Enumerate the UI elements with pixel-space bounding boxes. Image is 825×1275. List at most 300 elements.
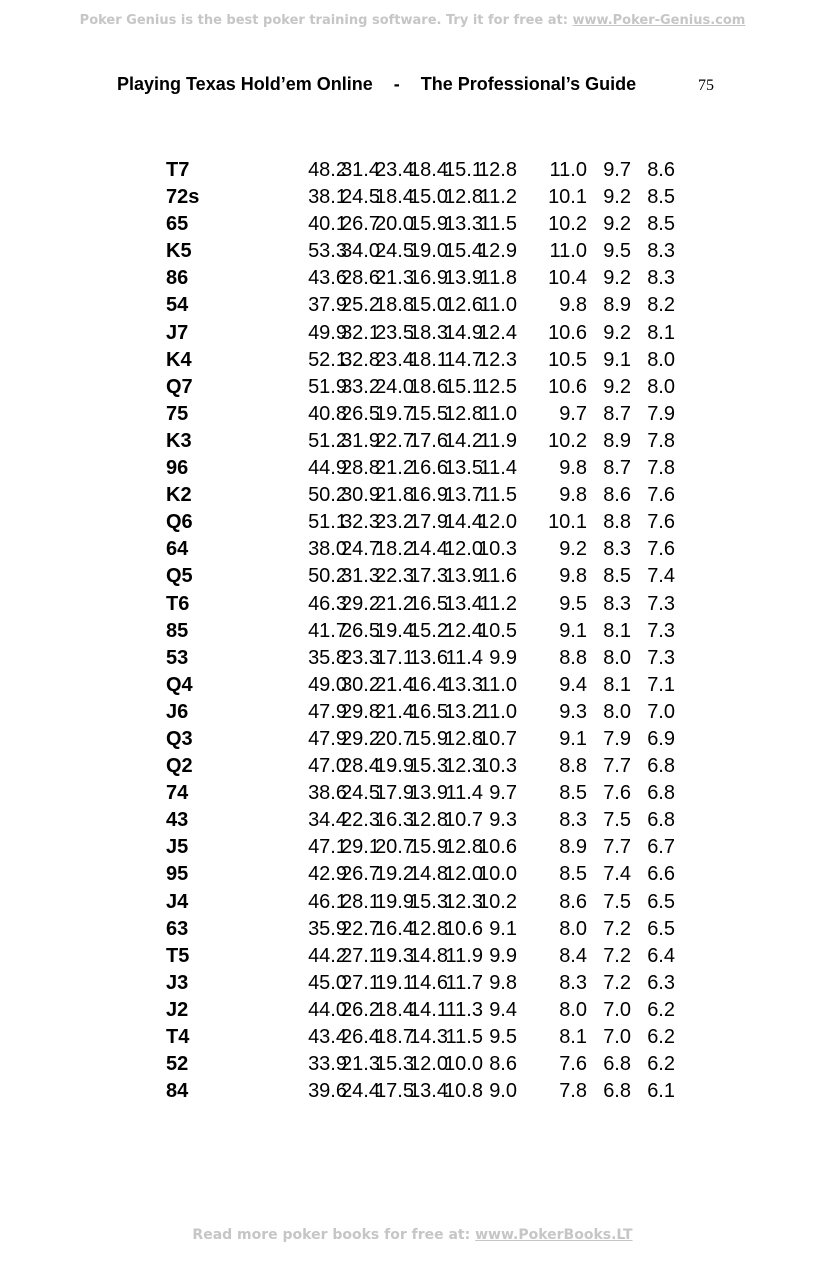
odds-value: 24.5 [341,782,380,805]
odds-value: 26.5 [341,619,380,642]
table-row [166,265,686,292]
odds-value: 9.1 [559,619,587,642]
odds-value: 8.6 [647,159,675,181]
odds-value: 27.1 [341,971,380,994]
odds-value: 17.9 [409,511,448,534]
odds-value: 45.0 [308,971,347,994]
table-row [166,455,686,482]
hand-label: Q5 [166,565,193,588]
odds-value: 26.5 [341,402,380,425]
odds-value: 9.7 [489,782,517,805]
odds-value: 12.9 [478,240,517,263]
odds-value: 10.6 [478,836,517,859]
odds-value: 9.2 [603,321,631,344]
hand-label: J5 [166,836,189,859]
odds-value: 9.4 [559,673,587,696]
odds-value: 28.4 [341,755,380,778]
odds-value: 7.2 [603,917,631,940]
odds-value: 31.9 [341,429,380,452]
odds-value: 18.1 [409,348,448,371]
odds-value: 21.4 [375,700,414,723]
odds-value: 7.9 [647,402,675,425]
book-title: Playing Texas Hold’em Online [117,74,373,94]
odds-value: 10.5 [478,619,517,642]
odds-value: 22.3 [375,565,414,588]
odds-value: 26.7 [341,863,380,886]
odds-value: 46.1 [308,890,347,913]
odds-value: 6.8 [647,755,675,778]
odds-value: 7.0 [603,1026,631,1048]
odds-value: 20.7 [375,727,414,750]
odds-value: 8.5 [647,213,675,236]
odds-value: 34.0 [341,240,380,263]
odds-value: 8.9 [603,294,631,317]
odds-value: 16.5 [409,592,448,615]
odds-value: 7.4 [603,863,631,886]
odds-value: 51.9 [308,375,347,398]
table-row [166,618,686,645]
odds-value: 9.3 [489,809,517,832]
odds-value: 9.8 [559,565,587,588]
bottom-banner-text: Read more poker books for free at: [192,1227,476,1243]
odds-value: 49.0 [308,673,347,696]
odds-value: 9.5 [603,240,631,263]
odds-value: 6.9 [647,727,675,750]
hand-label: 86 [166,267,189,290]
odds-value: 8.1 [603,619,631,642]
odds-value: 29.8 [341,700,380,723]
odds-value: 50.2 [308,484,347,507]
hand-label: Q7 [166,375,193,398]
odds-value: 10.1 [548,186,587,209]
odds-value: 11.0 [479,294,517,317]
odds-value: 9.2 [603,267,631,290]
odds-value: 8.6 [489,1053,517,1076]
hand-label: 63 [166,917,189,940]
odds-value: 16.4 [375,917,414,940]
odds-value: 44.2 [308,944,347,967]
odds-value: 8.2 [647,294,675,317]
odds-value: 8.8 [559,646,587,669]
top-banner-text: Poker Genius is the best poker training software. Try it for free at: [79,13,573,28]
odds-value: 10.2 [548,429,587,452]
odds-value: 51.1 [308,511,347,534]
odds-value: 47.1 [308,836,347,859]
odds-value: 21.8 [375,484,414,507]
odds-value: 53.3 [308,240,347,263]
odds-value: 9.2 [559,538,587,561]
odds-value: 21.3 [341,1053,380,1076]
odds-value: 15.3 [409,890,448,913]
hand-odds-table [166,157,686,1105]
odds-value: 47.0 [308,755,347,778]
odds-value: 14.4 [409,538,448,561]
odds-value: 46.3 [308,592,347,615]
odds-value: 37.9 [308,294,347,317]
odds-value: 8.5 [559,863,587,886]
odds-value: 18.6 [409,375,448,398]
odds-value: 10.8 [444,1080,483,1103]
header-separator: - [393,74,400,94]
table-row [166,563,686,590]
odds-value: 8.5 [647,186,675,209]
odds-value: 12.8 [409,809,448,832]
table-row [166,374,686,401]
odds-value: 42.9 [308,863,347,886]
odds-value: 11.5 [479,484,517,507]
table-row [166,889,686,916]
odds-value: 16.9 [409,267,448,290]
odds-value: 11.4 [479,457,517,480]
odds-value: 10.6 [548,375,587,398]
hand-label: T5 [166,944,190,967]
odds-value: 9.4 [489,998,517,1021]
odds-value: 10.7 [478,727,517,750]
odds-value: 10.0 [444,1053,483,1076]
odds-value: 13.9 [444,565,483,588]
odds-value: 24.4 [341,1080,380,1103]
table-row [166,536,686,563]
odds-value: 6.8 [647,782,675,805]
odds-value: 29.2 [341,592,380,615]
odds-value: 23.4 [375,348,414,371]
odds-value: 6.5 [647,890,675,913]
odds-value: 21.3 [375,267,414,290]
odds-value: 13.4 [444,592,483,615]
hand-label: T6 [166,592,190,615]
odds-value: 14.6 [409,971,448,994]
odds-value: 10.3 [478,538,517,561]
table-row [166,347,686,374]
odds-value: 23.5 [375,321,414,344]
odds-value: 44.9 [308,457,347,480]
odds-value: 7.3 [647,646,675,669]
odds-value: 7.0 [647,700,675,723]
odds-value: 29.1 [341,836,380,859]
hand-label: 84 [166,1080,189,1103]
table-row [166,916,686,943]
odds-value: 14.7 [444,348,483,371]
odds-value: 12.8 [409,917,448,940]
odds-value: 11.6 [479,565,517,588]
hand-label: 75 [166,402,189,425]
odds-value: 15.3 [409,755,448,778]
odds-value: 19.0 [409,240,448,263]
odds-value: 8.0 [647,375,675,398]
odds-value: 8.5 [603,565,631,588]
odds-value: 15.9 [409,213,448,236]
hand-label: K2 [166,484,192,507]
table-row [166,1051,686,1078]
hand-label: 52 [166,1053,189,1076]
table-row [166,238,686,265]
hand-label: J4 [166,890,189,913]
odds-value: 15.1 [444,159,483,181]
odds-value: 15.1 [444,375,483,398]
odds-value: 39.6 [308,1080,347,1103]
odds-value: 9.8 [559,294,587,317]
odds-value: 11.0 [549,240,587,263]
odds-value: 13.9 [409,782,448,805]
odds-value: 30.9 [341,484,380,507]
odds-value: 13.9 [444,267,483,290]
table-row [166,292,686,319]
table-row [166,834,686,861]
odds-value: 8.5 [559,782,587,805]
odds-value: 13.6 [409,646,448,669]
odds-value: 12.0 [409,1053,448,1076]
hand-label: 64 [166,538,189,561]
table-row [166,401,686,428]
odds-value: 23.2 [375,511,414,534]
odds-value: 7.0 [603,998,631,1021]
odds-value: 11.9 [445,944,483,967]
hand-label: Q6 [166,511,193,534]
odds-value: 14.3 [409,1026,448,1048]
odds-value: 21.4 [375,673,414,696]
odds-value: 12.4 [478,321,517,344]
top-banner [0,13,825,28]
odds-value: 13.2 [444,700,483,723]
odds-value: 6.1 [647,1080,675,1103]
odds-value: 8.6 [603,484,631,507]
odds-value: 19.4 [375,619,414,642]
hand-label: 72s [166,186,200,209]
odds-value: 11.2 [479,592,517,615]
table-row [166,861,686,888]
odds-value: 13.4 [409,1080,448,1103]
odds-value: 8.9 [603,429,631,452]
odds-value: 6.6 [647,863,675,886]
odds-value: 14.1 [409,998,448,1021]
odds-value: 16.9 [409,484,448,507]
odds-value: 26.2 [341,998,380,1021]
odds-value: 17.6 [409,429,448,452]
odds-value: 7.4 [647,565,675,588]
odds-value: 9.3 [559,700,587,723]
odds-value: 52.1 [308,348,347,371]
odds-value: 6.2 [647,1053,675,1076]
hand-label: 43 [166,809,189,832]
odds-value: 9.8 [559,457,587,480]
table-row [166,807,686,834]
table-row [166,943,686,970]
odds-value: 12.3 [478,348,517,371]
hand-label: K3 [166,429,192,452]
odds-value: 19.2 [375,863,414,886]
table-row [166,753,686,780]
odds-value: 31.3 [341,565,380,588]
odds-value: 15.4 [444,240,483,263]
odds-value: 8.8 [603,511,631,534]
odds-value: 38.1 [308,186,347,209]
odds-value: 47.9 [308,700,347,723]
odds-value: 22.7 [341,917,380,940]
odds-value: 22.7 [375,429,414,452]
odds-value: 21.2 [375,457,414,480]
odds-value: 9.7 [559,402,587,425]
table-row [166,645,686,672]
odds-value: 11.7 [445,971,483,994]
odds-value: 10.5 [548,348,587,371]
table-row [166,1078,686,1105]
hand-label: Q3 [166,727,193,750]
odds-value: 10.3 [478,755,517,778]
odds-value: 13.3 [444,673,483,696]
odds-value: 7.6 [647,538,675,561]
odds-value: 40.8 [308,402,347,425]
hand-label: K4 [166,348,192,371]
odds-value: 16.6 [409,457,448,480]
odds-value: 16.4 [409,673,448,696]
odds-value: 18.4 [375,186,414,209]
odds-value: 8.0 [559,917,587,940]
hand-label: 74 [166,782,189,805]
odds-value: 11.5 [479,213,517,236]
odds-value: 11.2 [479,186,517,209]
odds-value: 8.3 [603,592,631,615]
odds-value: 11.4 [445,782,483,805]
odds-value: 25.2 [341,294,380,317]
odds-value: 18.7 [375,1026,414,1048]
odds-value: 20.7 [375,836,414,859]
odds-value: 11.9 [479,429,517,452]
odds-value: 15.9 [409,727,448,750]
odds-value: 16.3 [375,809,414,832]
odds-value: 6.7 [647,836,675,859]
hand-label: 53 [166,646,189,669]
odds-value: 12.3 [444,890,483,913]
odds-value: 24.5 [375,240,414,263]
odds-value: 48.2 [308,159,347,181]
table-row [166,997,686,1024]
odds-value: 9.9 [489,944,517,967]
odds-value: 8.1 [647,321,675,344]
hand-label: T4 [166,1026,190,1048]
table-row [166,482,686,509]
book-subtitle: The Professional’s Guide [420,74,637,94]
odds-value: 8.1 [603,673,631,696]
hand-label: Q4 [166,673,193,696]
odds-value: 6.4 [647,944,675,967]
odds-value: 9.8 [559,484,587,507]
odds-value: 10.6 [548,321,587,344]
odds-value: 8.0 [647,348,675,371]
odds-value: 34.4 [308,809,347,832]
odds-value: 6.8 [603,1053,631,1076]
odds-value: 14.8 [409,944,448,967]
odds-value: 12.3 [444,755,483,778]
odds-value: 7.8 [647,457,675,480]
odds-value: 9.0 [489,1080,517,1103]
odds-value: 38.0 [308,538,347,561]
odds-value: 9.1 [559,727,587,750]
poker-genius-link[interactable]: www.Poker-Genius.com [572,13,746,28]
odds-value: 32.1 [341,321,380,344]
odds-value: 8.0 [603,646,631,669]
odds-value: 7.5 [603,809,631,832]
odds-value: 13.7 [444,484,483,507]
odds-value: 7.7 [603,755,631,778]
odds-value: 12.0 [478,511,517,534]
hand-label: 95 [166,863,189,886]
odds-value: 6.5 [647,917,675,940]
hand-label: 54 [166,294,189,317]
odds-value: 8.8 [559,755,587,778]
odds-value: 8.7 [603,457,631,480]
odds-value: 26.7 [341,213,380,236]
odds-value: 19.3 [375,944,414,967]
odds-value: 11.8 [479,267,517,290]
page-number: 75 [698,77,714,94]
odds-value: 7.2 [603,971,631,994]
odds-value: 7.3 [647,592,675,615]
odds-value: 6.2 [647,998,675,1021]
odds-value: 43.4 [308,1026,347,1048]
odds-value: 28.6 [341,267,380,290]
odds-value: 11.0 [479,700,517,723]
bottom-banner [0,1227,825,1243]
odds-value: 17.5 [375,1080,414,1103]
odds-value: 19.7 [375,402,414,425]
table-row [166,157,686,184]
odds-value: 23.3 [341,646,380,669]
odds-value: 14.8 [409,863,448,886]
table-row [166,970,686,997]
hand-label: 85 [166,619,189,642]
odds-value: 24.7 [341,538,380,561]
odds-value: 7.5 [603,890,631,913]
odds-value: 24.0 [375,375,414,398]
odds-value: 10.2 [548,213,587,236]
odds-value: 13.3 [444,213,483,236]
pokerbooks-link[interactable]: www.PokerBooks.LT [475,1227,633,1243]
odds-value: 8.4 [559,944,587,967]
odds-value: 33.2 [341,375,380,398]
odds-value: 35.8 [308,646,347,669]
odds-value: 8.3 [603,538,631,561]
odds-value: 15.0 [409,294,448,317]
odds-value: 7.9 [603,727,631,750]
odds-value: 40.1 [308,213,347,236]
odds-value: 35.9 [308,917,347,940]
odds-value: 17.1 [375,646,414,669]
odds-value: 12.8 [444,186,483,209]
odds-value: 8.7 [603,402,631,425]
odds-value: 12.8 [478,159,517,181]
odds-value: 9.5 [489,1026,517,1048]
odds-value: 9.1 [603,348,631,371]
odds-value: 47.9 [308,727,347,750]
odds-value: 27.1 [341,944,380,967]
odds-value: 7.2 [603,944,631,967]
odds-value: 18.8 [375,294,414,317]
table-row [166,699,686,726]
table-row [166,591,686,618]
odds-value: 6.8 [647,809,675,832]
odds-value: 13.5 [444,457,483,480]
odds-value: 8.3 [559,809,587,832]
odds-value: 14.4 [444,511,483,534]
odds-value: 7.6 [559,1053,587,1076]
odds-value: 26.4 [341,1026,380,1048]
odds-value: 9.5 [559,592,587,615]
odds-value: 9.7 [603,159,631,181]
odds-value: 11.3 [445,998,483,1021]
hand-label: J7 [166,321,189,344]
odds-value: 8.1 [559,1026,587,1048]
odds-value: 7.6 [647,484,675,507]
